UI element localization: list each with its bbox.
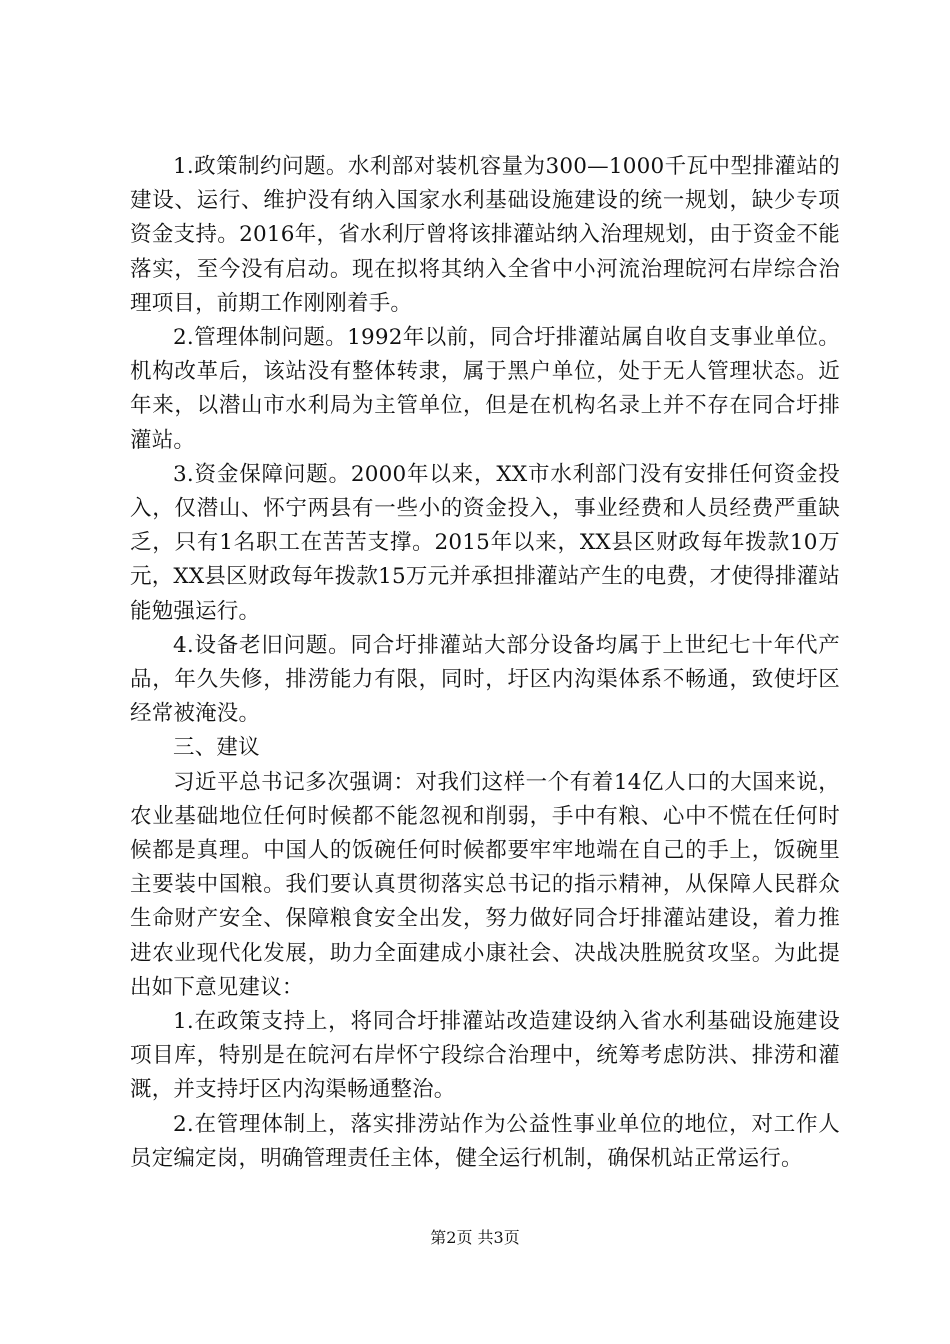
paragraph-management-system: 2.管理体制问题。1992年以前，同合圩排灌站属自收自支事业单位。机构改革后，该站没有整体转隶，属于黑户单位，处于无人管理状态。近年来，以潜山市水利局为主管单位，但是在机构名录上并不存在同合圩排灌站。 bbox=[130, 325, 840, 453]
document-body bbox=[130, 150, 840, 1176]
paragraph-equipment: 4.设备老旧问题。同合圩排灌站大部分设备均属于上世纪七十年代产品，年久失修，排涝能力有限，同时，圩区内沟渠体系不畅通，致使圩区经常被淹没。 bbox=[130, 632, 840, 727]
page-footer: 第2页 共3页 bbox=[430, 1228, 520, 1247]
section-heading-suggestions: 三、建议 bbox=[173, 735, 260, 761]
paragraph-suggestion-management: 2.在管理体制上，落实排涝站作为公益性事业单位的地位，对工作人员定编定岗，明确管理责任主体，健全运行机制，确保机站正常运行。 bbox=[130, 1111, 840, 1171]
paragraph-funding: 3.资金保障问题。2000年以来，XX市水利部门没有安排任何资金投入，仅潜山、怀宁两县有一些小的资金投入，事业经费和人员经费严重缺乏，只有1名职工在苦苦支撑。2015年以来，XX县区财政每年拨款10万元，XX县区财政每年拨款15万元并承担排灌站产生的电费，才使得排灌站能勉强运行。 bbox=[130, 461, 840, 624]
paragraph-quote: 习近平总书记多次强调：对我们这样一个有着14亿人口的大国来说，农业基础地位任何时候都不能忽视和削弱，手中有粮、心中不慌在任何时候都是真理。中国人的饭碗任何时候都要牢牢地端在自己的手上，饭碗里主要装中国粮。我们要认真贯彻落实总书记的指示精神，从保障人民群众生命财产安全、保障粮食安全出发，努力做好同合圩排灌站建设，着力推进农业现代化发展，助力全面建成小康社会、决战决胜脱贫攻坚。为此提出如下意见建议： bbox=[130, 769, 840, 1000]
paragraph-suggestion-policy: 1.在政策支持上，将同合圩排灌站改造建设纳入省水利基础设施建设项目库，特别是在皖河右岸怀宁段综合治理中，统筹考虑防洪、排涝和灌溉，并支持圩区内沟渠畅通整治。 bbox=[130, 1009, 840, 1103]
paragraph-policy-constraints: 1.政策制约问题。水利部对装机容量为300—1000千瓦中型排灌站的建设、运行、维护没有纳入国家水利基础设施建设的统一规划，缺少专项资金支持。2016年，省水利厅曾将该排灌站纳入治理规划，由于资金不能落实，至今没有启动。现在拟将其纳入全省中小河流治理皖河右岸综合治理项目，前期工作刚刚着手。 bbox=[130, 154, 840, 316]
